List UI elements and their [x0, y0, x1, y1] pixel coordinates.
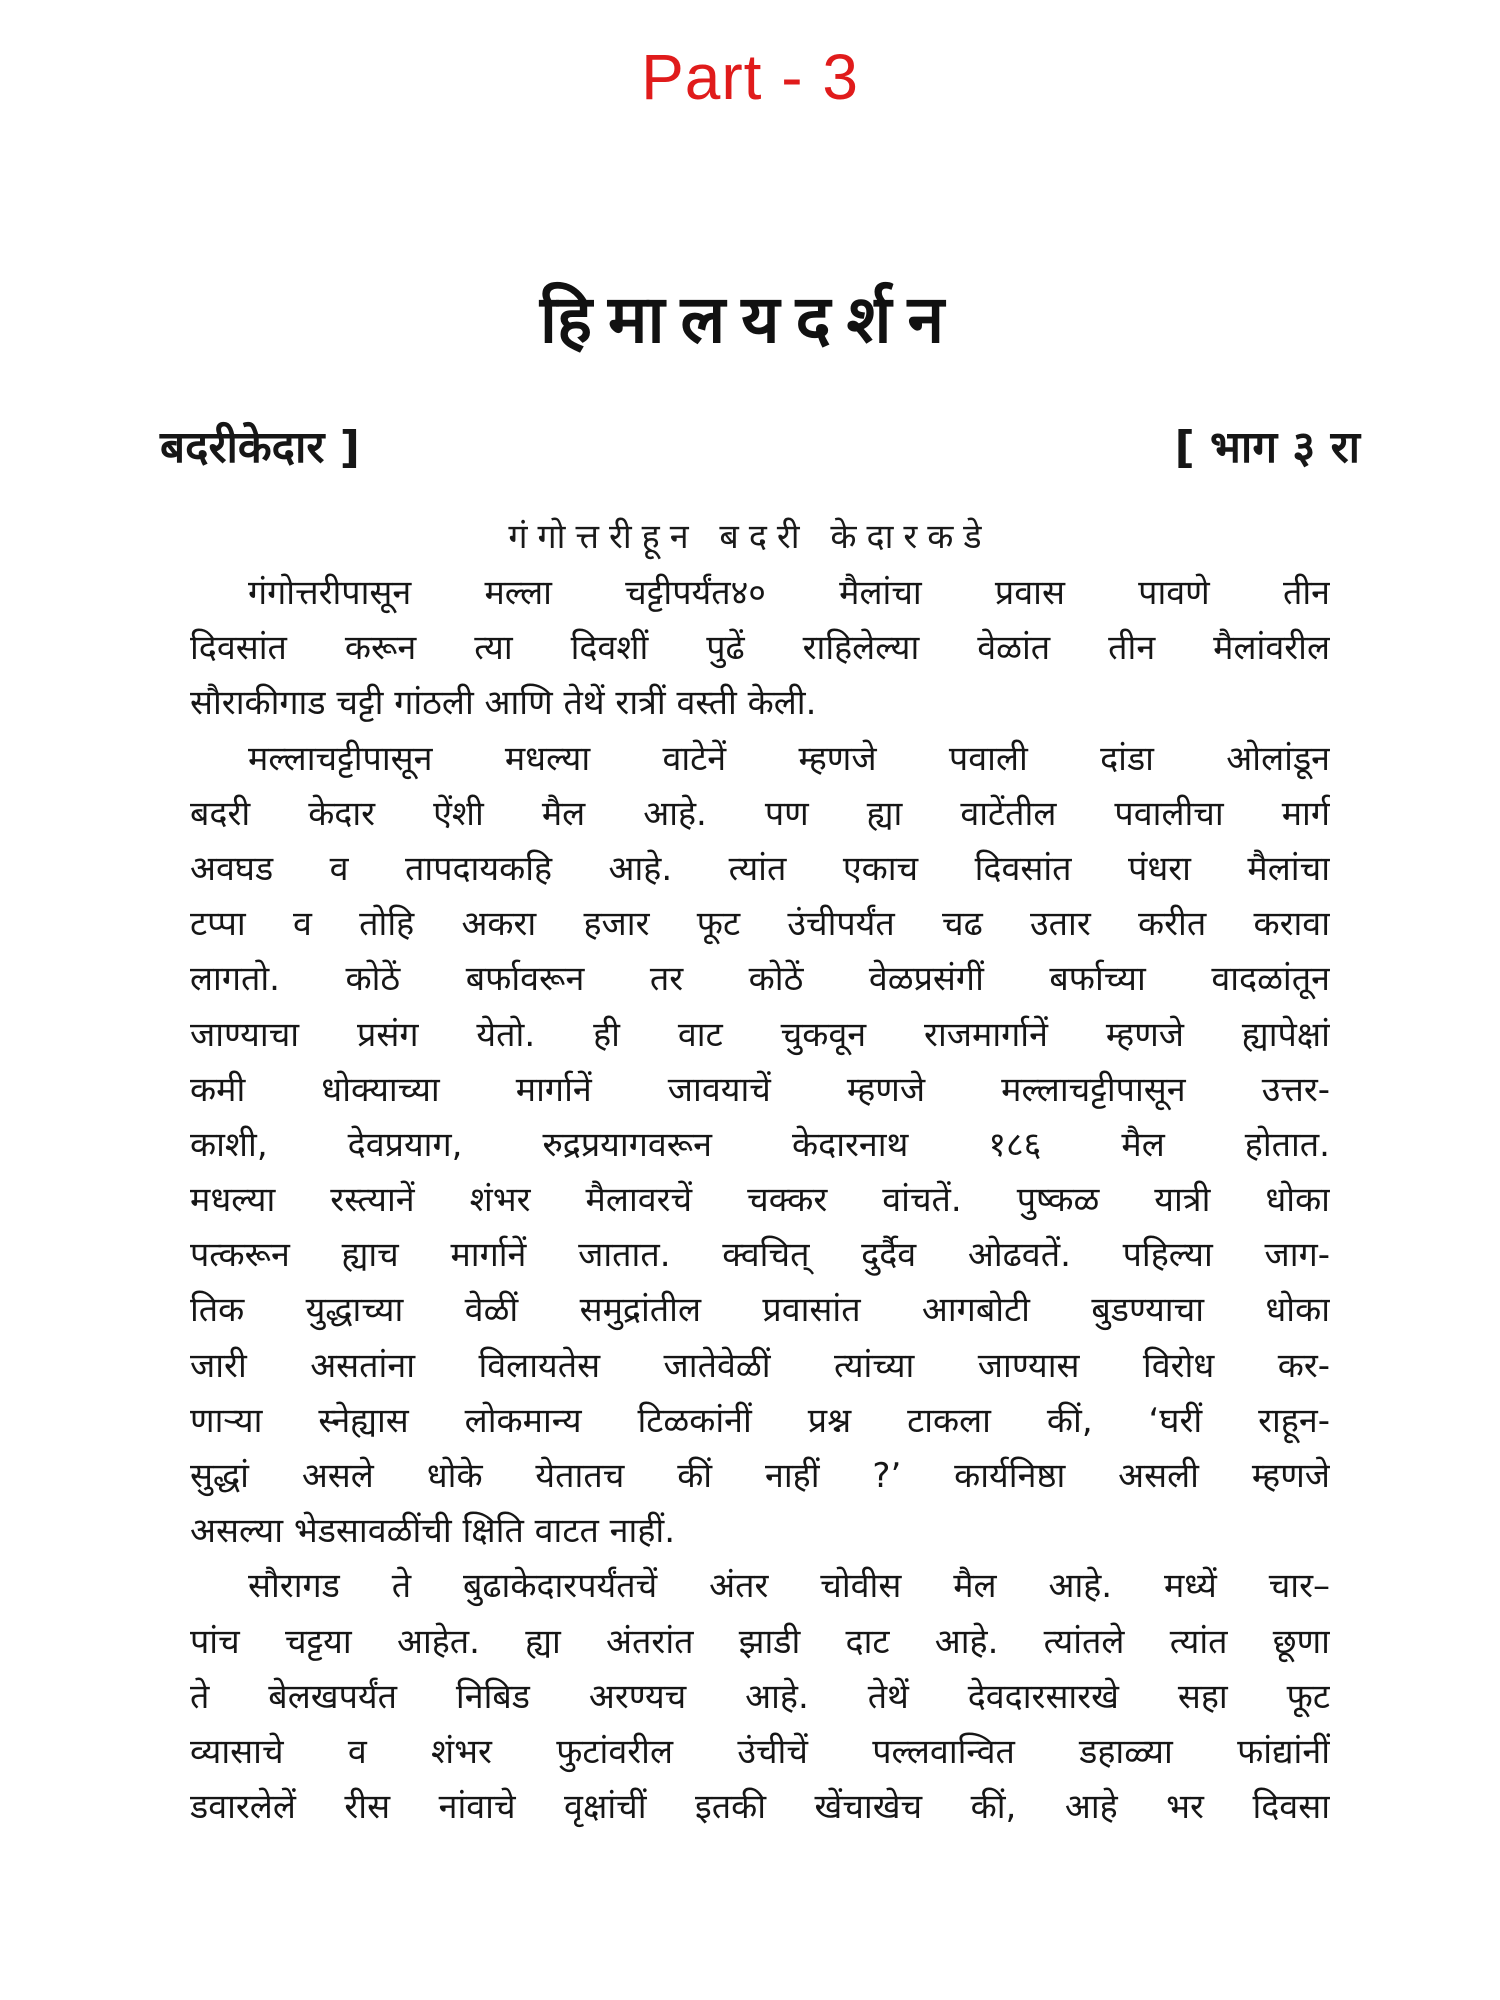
body-line: मधल्या रस्त्यानें शंभर मैलावरचें चक्कर वांचतें. पुष्कळ यात्री धोका: [190, 1180, 1330, 1221]
body-line: ते बेलखपर्यंत निबिड अरण्यच आहे. तेथें देवदारसारखे सहा फूट: [190, 1676, 1330, 1717]
body-line: टप्पा व तोहि अकरा हजार फूट उंचीपर्यंत चढ उतार करीत करावा: [190, 904, 1330, 945]
body-line: तिक युद्धाच्या वेळीं समुद्रांतील प्रवासांत आगबोटी बुडण्याचा धोका: [190, 1290, 1330, 1331]
body-line: दिवसांत करून त्या दिवशीं पुढें राहिलेल्या वेळांत तीन मैलांवरील: [190, 628, 1330, 669]
body-line: सौराकीगाड चट्टी गांठली आणि तेथें रात्रीं वस्ती केली.: [190, 683, 817, 724]
body-line: कमी धोक्याच्या मार्गानें जावयाचें म्हणजे मल्लाचट्टीपासून उत्तर-: [190, 1069, 1330, 1110]
section-heading: गंगोत्तरीहून बदरी केदारकडे: [508, 517, 992, 557]
running-head-left: बदरीकेदार ]: [160, 422, 360, 473]
body-line: बदरी केदार ऐंशी मैल आहे. पण ह्या वाटेंतील पवालीचा मार्ग: [190, 793, 1330, 834]
body-line: गंगोत्तरीपासून मल्ला चट्टीपर्यंत४० मैलांचा प्रवास पावणे तीन: [248, 573, 1330, 613]
body-line: अवघड व तापदायकहि आहे. त्यांत एकाच दिवसांत पंधरा मैलांचा: [190, 848, 1330, 889]
body-line: डवारलेलें रीस नांवाचे वृक्षांचीं इतकी खेंचाखेच कीं, आहे भर दिवसा: [190, 1787, 1330, 1828]
body-line: मल्लाचट्टीपासून मधल्या वाटेनें म्हणजे पवाली दांडा ओलांडून: [248, 738, 1330, 779]
body-line: जाण्याचा प्रसंग येतो. ही वाट चुकवून राजमार्गानें म्हणजे ह्यापेक्षां: [190, 1014, 1330, 1055]
body-line: जारी असतांना विलायतेस जातेवेळीं त्यांच्या जाण्यास विरोध कर-: [190, 1345, 1330, 1386]
body-text: [190, 566, 1330, 1835]
running-head: [160, 415, 1360, 475]
body-line: असल्या भेडसावळींची क्षिति वाटत नाहीं.: [190, 1511, 676, 1552]
part-label: Part - 3: [641, 41, 859, 113]
body-line: णाऱ्या स्नेह्यास लोकमान्य टिळकांनीं प्रश्न टाकला कीं, ‘घरीं राहून-: [190, 1400, 1330, 1441]
body-line: पत्करून ह्याच मार्गानें जातात. क्वचित् दुर्दैव ओढवतें. पहिल्या जाग-: [190, 1235, 1330, 1276]
running-head-right: [ भाग ३ रा: [1174, 422, 1360, 473]
page-title: हिमालयदर्शन: [539, 281, 961, 358]
body-line: व्यासाचे व शंभर फुटांवरील उंचीचें पल्लवान्वित डहाळ्या फांद्यांनीं: [190, 1731, 1330, 1772]
body-line: पांच चट्टया आहेत. ह्या अंतरांत झाडी दाट आहे. त्यांतले त्यांत छूणा: [190, 1621, 1330, 1662]
body-line: लागतो. कोठें बर्फावरून तर कोठें वेळप्रसंगीं बर्फाच्या वादळांतून: [190, 959, 1330, 1000]
body-line: काशी, देवप्रयाग, रुद्रप्रयागवरून केदारनाथ १८६ मैल होतात.: [190, 1124, 1330, 1165]
body-line: सौरागड ते बुढाकेदारपर्यंतचें अंतर चोवीस मैल आहे. मध्यें चार–: [248, 1566, 1330, 1607]
body-line: सुद्धां असले धोके येतातच कीं नाहीं ?’ कार्यनिष्ठा असली म्हणजे: [190, 1456, 1330, 1496]
